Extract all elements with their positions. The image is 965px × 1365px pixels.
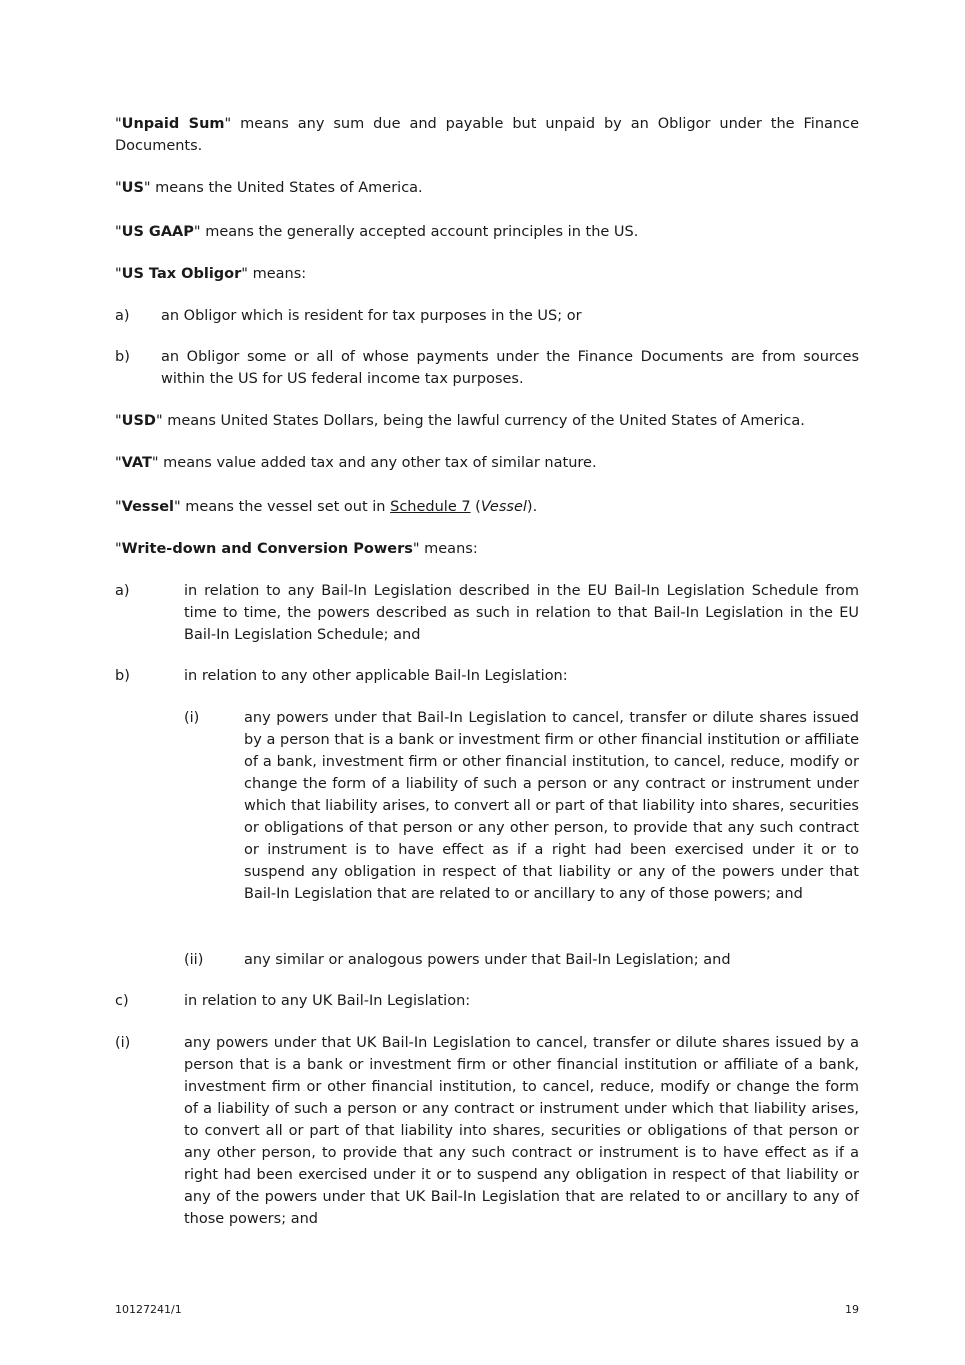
- definition-text: means the United States of America.: [150, 180, 423, 196]
- definition-vat: "VAT" means value added tax and any other tax of similar nature.: [115, 455, 597, 471]
- list-item-text: in relation to any Bail-In Legislation described in the EU Bail-In Legislation Schedule from time to time, the powers described as such in relation to that Bail-In Legislation in the EU Bail-In Legislation Schedule; and: [184, 583, 859, 643]
- schedule-link[interactable]: Schedule 7: [390, 499, 471, 515]
- definition-write-down: "Write-down and Conversion Powers" means:: [115, 541, 478, 557]
- term: US: [121, 180, 144, 196]
- list-item-text: in relation to any other applicable Bail-In Legislation:: [184, 668, 568, 684]
- term: US GAAP: [121, 224, 194, 240]
- definition-us: "US" means the United States of America.: [115, 180, 423, 196]
- definition-unpaid-sum: "Unpaid Sum" means any sum due and payable but unpaid by an Obligor under the Finance Documents.: [115, 116, 859, 154]
- list-item-text: an Obligor which is resident for tax purposes in the US; or: [161, 308, 582, 324]
- term: Vessel: [121, 499, 175, 515]
- list-marker: b): [115, 668, 130, 684]
- term: USD: [121, 413, 156, 429]
- list-marker: c): [115, 993, 129, 1009]
- term: VAT: [121, 455, 152, 471]
- definition-text: (: [470, 499, 481, 515]
- definition-text: means any sum due and payable but unpaid by an Obligor under the Finance Documents.: [115, 116, 859, 154]
- definition-usd: "USD" means United States Dollars, being the lawful currency of the United States of America.: [115, 413, 805, 429]
- term: Unpaid Sum: [121, 116, 225, 132]
- document-reference: 10127241/1: [115, 1303, 182, 1316]
- list-item-text: any similar or analogous powers under that Bail-In Legislation; and: [244, 952, 731, 968]
- italic-text: Vessel: [480, 499, 527, 515]
- list-marker: (ii): [184, 952, 204, 968]
- definition-text: means United States Dollars, being the lawful currency of the United States of America.: [162, 413, 805, 429]
- list-marker: a): [115, 583, 130, 599]
- page-number: 19: [845, 1303, 859, 1316]
- definition-us-tax-obligor: "US Tax Obligor" means:: [115, 266, 307, 282]
- list-item-text: in relation to any UK Bail-In Legislation:: [184, 993, 471, 1009]
- list-item-text: an Obligor some or all of whose payments under the Finance Documents are from sources within the US for US federal income tax purposes.: [161, 349, 859, 387]
- list-marker: b): [115, 349, 130, 365]
- definition-vessel: "Vessel" means the vessel set out in Schedule 7 (Vessel).: [115, 499, 538, 515]
- definition-text: means:: [247, 266, 307, 282]
- definition-us-gaap: "US GAAP" means the generally accepted account principles in the US.: [115, 224, 639, 240]
- definition-text: means:: [419, 541, 478, 557]
- list-item-text: any powers under that Bail-In Legislation to cancel, transfer or dilute shares issued by a person that is a bank or investment firm or other financial institution or affiliate of a bank, investment firm or other financial institution, to cancel, reduce, modify or change the form of a liability of such a person or any contract or instrument under which that liability arises, to convert all or part of that liability into shares, securities or obligations of that person or any other person, to provide that any such contract or instrument is to have effect as if a right had been exercised under it or to suspend any obligation in respect of that liability or any of the powers under that Bail-In Legislation that are related to or ancillary to any of those powers; and: [244, 710, 859, 902]
- definition-text: means value added tax and any other tax of similar nature.: [158, 455, 597, 471]
- list-item-text: any powers under that UK Bail-In Legislation to cancel, transfer or dilute shares issued by a person that is a bank or investment firm or other financial institution or affiliate of a bank, investment firm or other financial institution, to cancel, reduce, modify or change the form of a liability of such a person or any contract or instrument under which that liability arises, to convert all or part of that liability into shares, securities or obligations of that person or any other person, to provide that any such contract or instrument is to have effect as if a right had been exercised under it or to suspend any obligation in respect of that liability or any of the powers under that UK Bail-In Legislation that are related to or ancillary to any of those powers; and: [184, 1035, 859, 1227]
- list-marker: (i): [115, 1035, 131, 1051]
- term: Write-down and Conversion Powers: [121, 541, 413, 557]
- definition-text: means the vessel set out in: [180, 499, 391, 515]
- list-marker: a): [115, 308, 130, 324]
- definition-text: means the generally accepted account principles in the US.: [200, 224, 639, 240]
- list-marker: (i): [184, 710, 200, 726]
- term: US Tax Obligor: [121, 266, 242, 282]
- definition-text: ).: [526, 499, 538, 515]
